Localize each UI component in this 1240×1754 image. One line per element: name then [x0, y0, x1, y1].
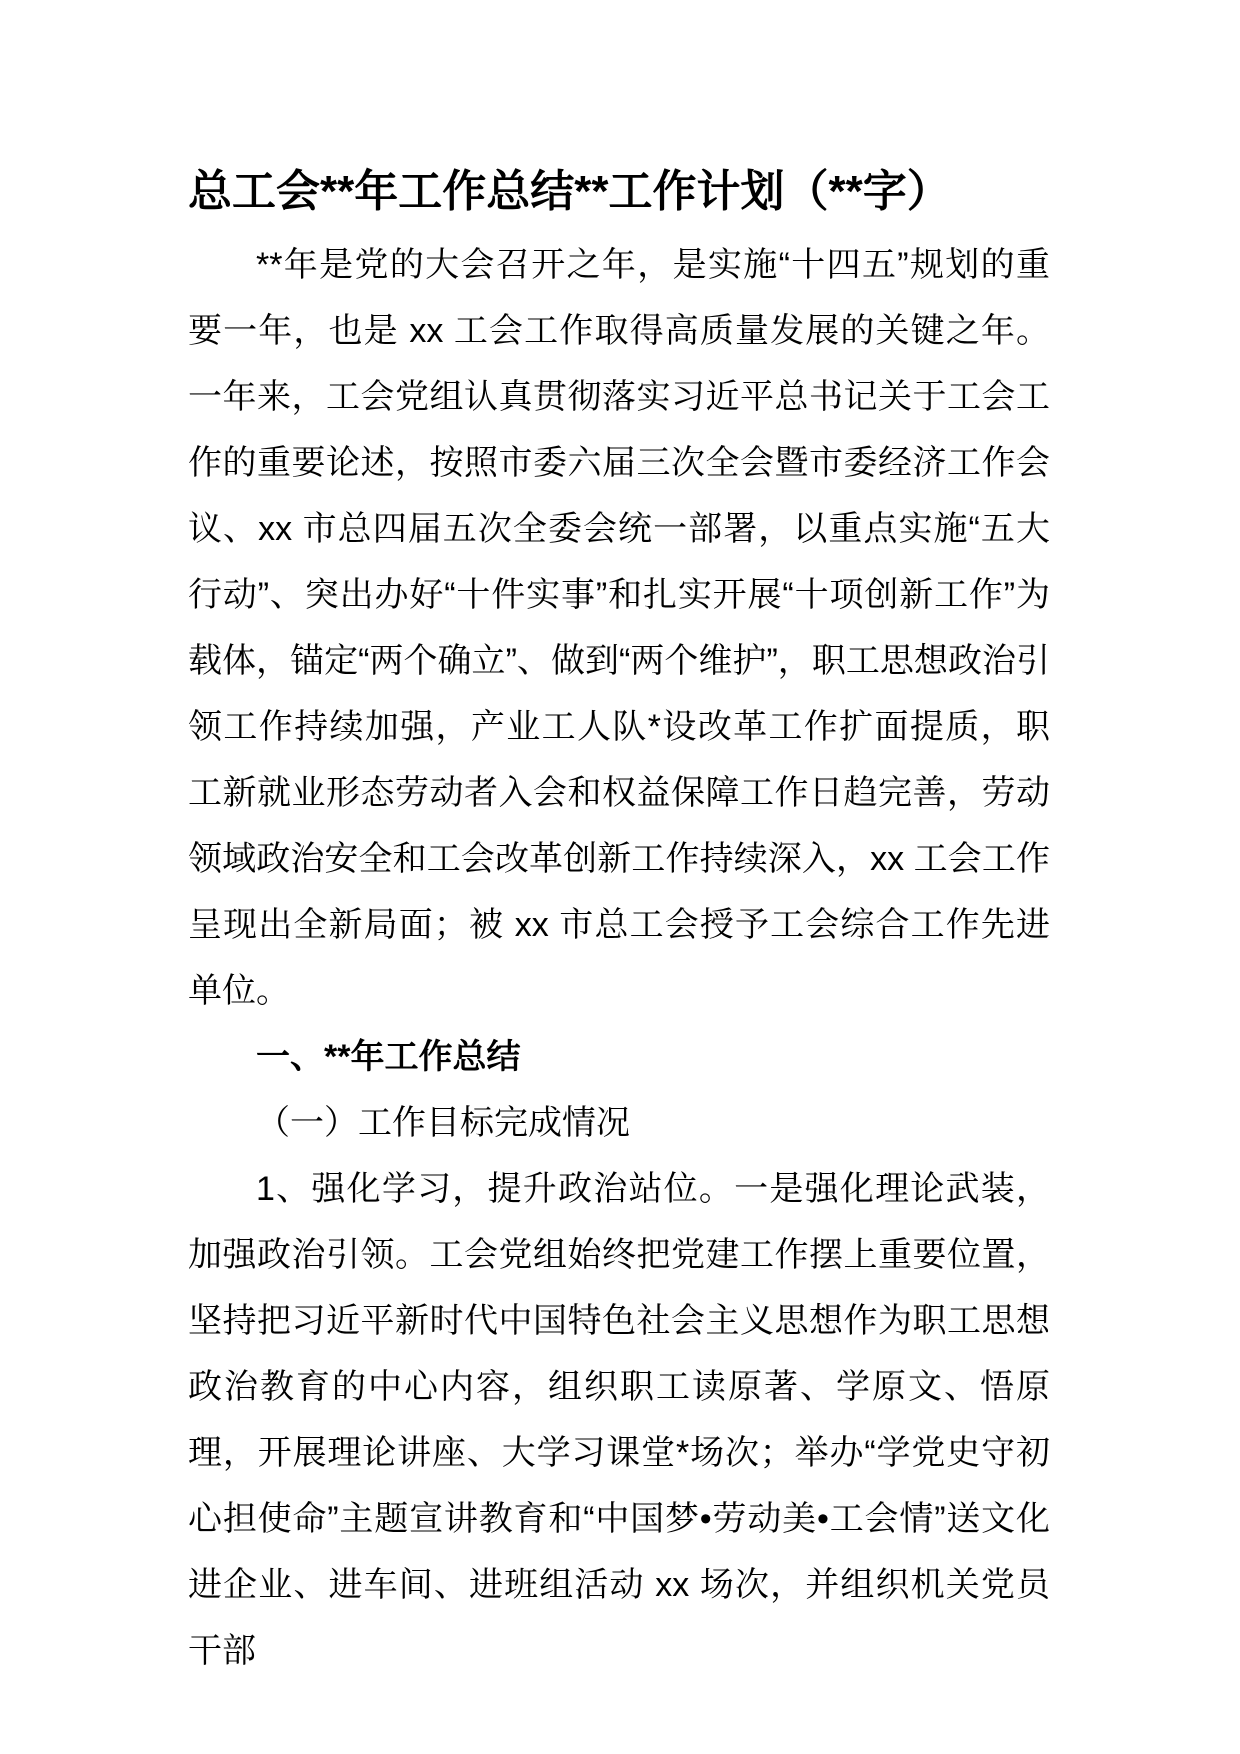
section-heading-work-summary: 一、**年工作总结 [256, 1038, 521, 1076]
document-content [188, 0, 1050, 1684]
body-paragraph-strengthen-learning: 1、强化学习，提升政治站位。一是强化理论武装，加强政治引领。工会党组始终把党建工作摆上重要位置，坚持把习近平新时代中国特色社会主义思想作为职工思想政治教育的中心内容，组织职工读原著、学原文、悟原理，开展理论讲座、大学习课堂*场次；举办“学党史守初心担使命”主题宣讲教育和“中国梦•劳动美•工会情”送文化进企业、进车间、进班组活动 xx 场次，并组织机关党员干部 [188, 1170, 1050, 1670]
intro-paragraph: **年是党的大会召开之年，是实施“十四五”规划的重要一年，也是 xx 工会工作取得高质量发展的关键之年。一年来，工会党组认真贯彻落实习近平总书记关于工会工作的重要论述，按照市委六届三次全会暨市委经济工作会议、xx 市总四届五次全委会统一部署，以重点实施“五大行动”、突出办好“十件实事”和扎实开展“十项创新工作”为载体，锚定“两个确立”、做到“两个维护”，职工思想政治引领工作持续加强，产业工人队*设改革工作扩面提质，职工新就业形态劳动者入会和权益保障工作日趋完善，劳动领域政治安全和工会改革创新工作持续深入，xx 工会工作呈现出全新局面；被 xx 市总工会授予工会综合工作先进单位。 [188, 246, 1050, 1010]
document-title: 总工会**年工作总结**工作计划（**字） [188, 167, 951, 216]
subsection-heading-goal-completion: （一）工作目标完成情况 [256, 1104, 630, 1142]
